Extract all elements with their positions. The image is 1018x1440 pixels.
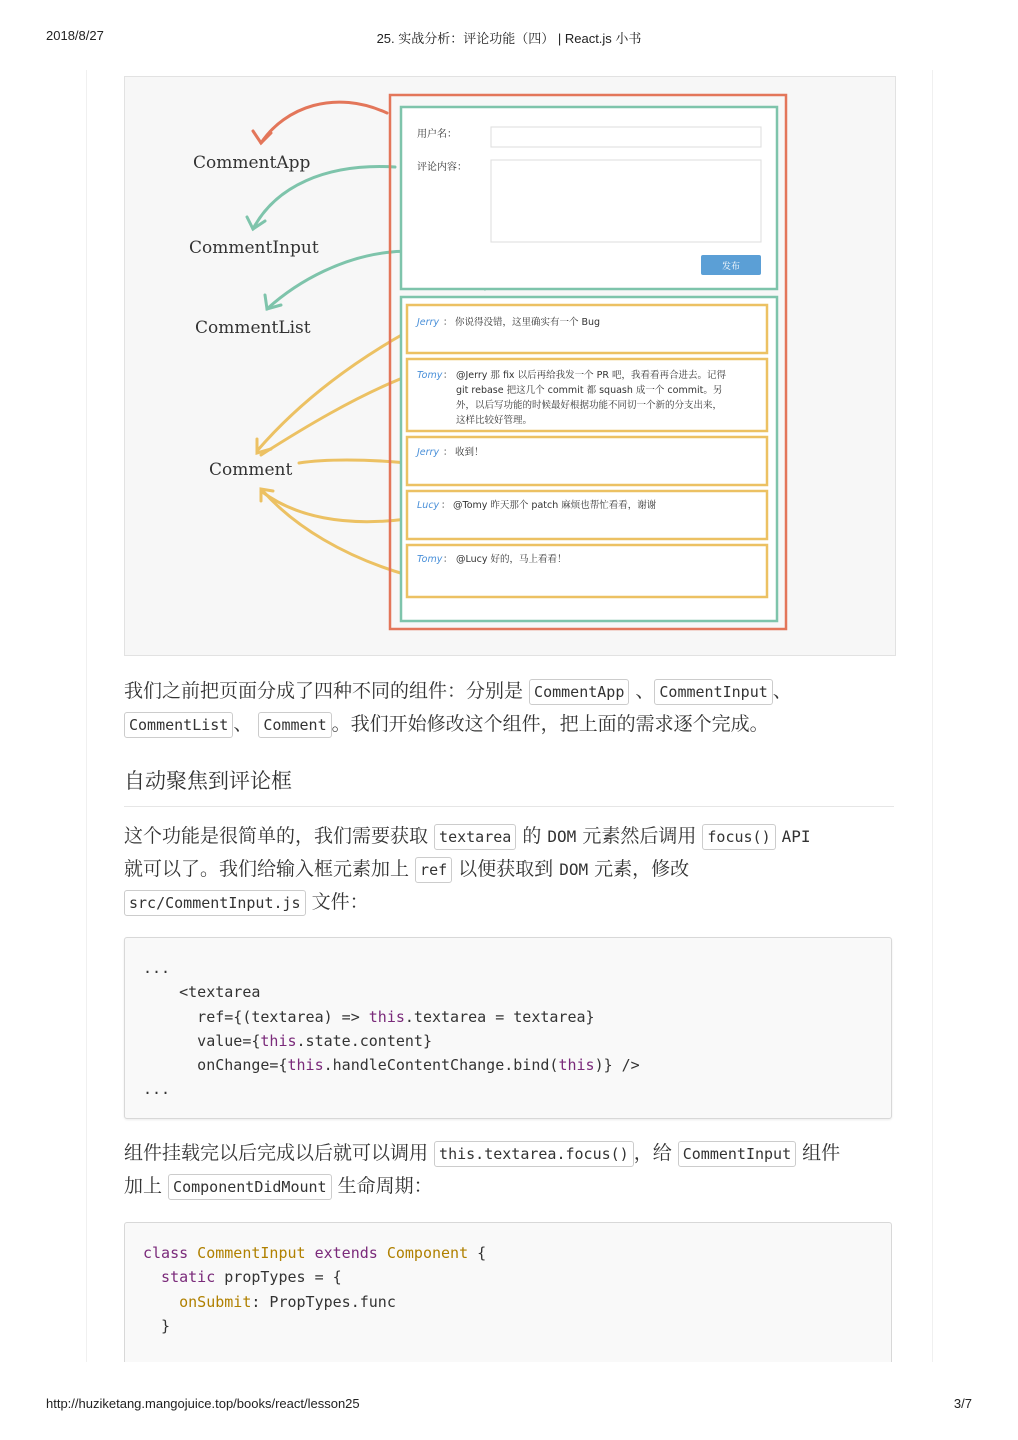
comment-user-3: Jerry: [417, 447, 440, 458]
code-line: .state.content}: [296, 1031, 432, 1050]
comment-sep-5: ：: [443, 554, 453, 565]
lifecycle-paragraph: [124, 1137, 896, 1203]
code-line: }: [143, 1316, 171, 1335]
page-border-left: [86, 70, 87, 1362]
text-dom: DOM: [547, 827, 577, 846]
text: 组件: [796, 1142, 841, 1164]
comment-text-3-1: 收到！: [455, 447, 484, 458]
code-ref: ref: [415, 857, 452, 883]
code-line: ...: [143, 959, 171, 977]
arrow-comment-4: [261, 491, 407, 522]
content-label: 评论内容：: [417, 162, 467, 173]
comment-text-2-3: 外，以后写功能的时候最好根据功能不同切一个新的分支出来，: [456, 400, 723, 411]
comment-text-2-4: 这样比较好管理。: [456, 415, 533, 426]
print-header: [0, 28, 1018, 46]
print-date: 2018/8/27: [46, 28, 104, 43]
comment-sep-1: ：: [443, 317, 453, 328]
code-keyword: extends: [305, 1244, 378, 1262]
code-componentdidmount: ComponentDidMount: [168, 1174, 332, 1200]
code-line: value={: [143, 1031, 261, 1050]
comment-text-2-1: @Jerry 那 fix 以后再给我发一个 PR 吧，我看看再合进去。记得: [456, 370, 726, 381]
comment-user-5: Tomy: [417, 554, 443, 565]
submit-button-label: 发布: [721, 262, 741, 272]
code-block-class: [124, 1222, 892, 1362]
print-footer: [0, 1396, 1018, 1414]
intro-paragraph: [124, 675, 896, 741]
code-line: .textarea = textarea}: [404, 1007, 595, 1026]
code-line: )} />: [594, 1056, 640, 1075]
code-comment: Comment: [258, 712, 331, 738]
code-keyword: this: [287, 1056, 324, 1075]
label-commentlist: CommentList: [195, 318, 311, 338]
comment-text-1-1: 你说得没错，这里确实有一个 Bug: [455, 317, 601, 328]
code-textarea: textarea: [434, 824, 516, 850]
comment-user-2: Tomy: [417, 370, 443, 381]
comment-sep-3: ：: [443, 447, 453, 458]
comment-box-1: [407, 305, 767, 353]
code-line: propTypes = {: [215, 1268, 342, 1287]
username-label: 用户名：: [417, 129, 457, 140]
label-commentinput: CommentInput: [189, 238, 319, 258]
text: 、: [233, 713, 259, 735]
code-commentlist: CommentList: [124, 712, 233, 738]
code-commentinput: CommentInput: [678, 1141, 796, 1167]
comment-text-2-2: git rebase 把这几个 commit 都 squash 成一个 commit。另: [456, 385, 723, 396]
arrow-app: [261, 102, 387, 143]
text: 的: [516, 825, 548, 847]
text: 文件：: [305, 891, 369, 913]
text: ，给: [633, 1142, 678, 1164]
code-keyword: this: [260, 1031, 297, 1050]
arrow-input: [253, 167, 395, 229]
code-keyword: this: [368, 1007, 405, 1026]
text: 生命周期：: [331, 1175, 433, 1197]
code-property: onSubmit: [143, 1292, 252, 1311]
print-page-number: 3/7: [953, 1396, 972, 1411]
text: 元素然后调用: [576, 825, 703, 847]
code-file-path: src/CommentInput.js: [124, 890, 306, 916]
comment-sep-4: ：: [441, 500, 451, 511]
code-keyword: class: [143, 1244, 189, 1262]
comment-user-1: Jerry: [417, 317, 440, 328]
comment-box-5: [407, 545, 767, 597]
text: 、: [772, 680, 792, 702]
code-line: ...: [143, 1080, 171, 1099]
page-border-right: [932, 70, 933, 1362]
text: 元素，修改: [588, 858, 690, 880]
comment-box-4: [407, 491, 767, 539]
arrow-comment-2: [261, 377, 405, 455]
code-line: .handleContentChange.bind(: [323, 1056, 559, 1075]
username-input[interactable]: [491, 127, 761, 147]
label-comment: Comment: [209, 460, 293, 480]
arrow-comment-1: [257, 333, 405, 451]
code-keyword: this: [558, 1056, 595, 1075]
comment-box-3: [407, 437, 767, 485]
code-commentinput: CommentInput: [654, 679, 772, 705]
component-diagram: [125, 77, 897, 657]
print-url: http://huziketang.mangojuice.top/books/react/lesson25: [46, 1396, 360, 1411]
code-class-name: Component: [377, 1244, 469, 1262]
text: 。我们开始修改这个组件，把上面的需求逐个完成。: [331, 713, 769, 735]
text: 组件挂载完以后完成以后就可以调用: [124, 1142, 435, 1164]
component-diagram-figure: [124, 76, 896, 656]
text: 、: [629, 680, 655, 702]
text: 这个功能是很简单的，我们需要获取: [124, 825, 435, 847]
code-line: ref={(textarea) =>: [143, 1007, 369, 1026]
text: 我们之前把页面分成了四种不同的组件：分别是: [124, 680, 530, 702]
code-block-textarea-ref: [124, 937, 892, 1119]
code-focus-call: this.textarea.focus(): [434, 1141, 634, 1167]
code-line: : PropTypes.func: [251, 1292, 396, 1311]
text-dom: DOM: [559, 860, 589, 879]
text: 就可以了。我们给输入框元素加上: [124, 858, 416, 880]
text: 以便获取到: [452, 858, 560, 880]
print-title: 25. 实战分析：评论功能（四） | React.js 小书: [376, 31, 642, 46]
code-line: onChange={: [143, 1056, 288, 1075]
code-class-name: CommentInput: [188, 1244, 306, 1262]
comment-sep-2: ：: [443, 370, 453, 381]
code-keyword: static: [143, 1268, 216, 1287]
text-api: API: [781, 827, 811, 846]
content-textarea[interactable]: [491, 160, 761, 242]
comment-text-5-1: @Lucy 好的，马上看看！: [456, 554, 567, 565]
code-commentapp: CommentApp: [529, 679, 629, 705]
text: 加上: [124, 1175, 169, 1197]
label-commentapp: CommentApp: [193, 153, 311, 173]
section-heading-autofocus: 自动聚焦到评论框: [124, 764, 894, 807]
code-line: <textarea: [143, 983, 261, 1002]
comment-text-4-1: @Tomy 昨天那个 patch 麻烦也帮忙看看，谢谢: [453, 500, 657, 511]
autofocus-paragraph: [124, 820, 896, 919]
comment-user-4: Lucy: [417, 500, 440, 511]
code-line: {: [468, 1244, 487, 1262]
arrow-comment-5: [263, 491, 407, 575]
code-focus: focus(): [702, 824, 775, 850]
